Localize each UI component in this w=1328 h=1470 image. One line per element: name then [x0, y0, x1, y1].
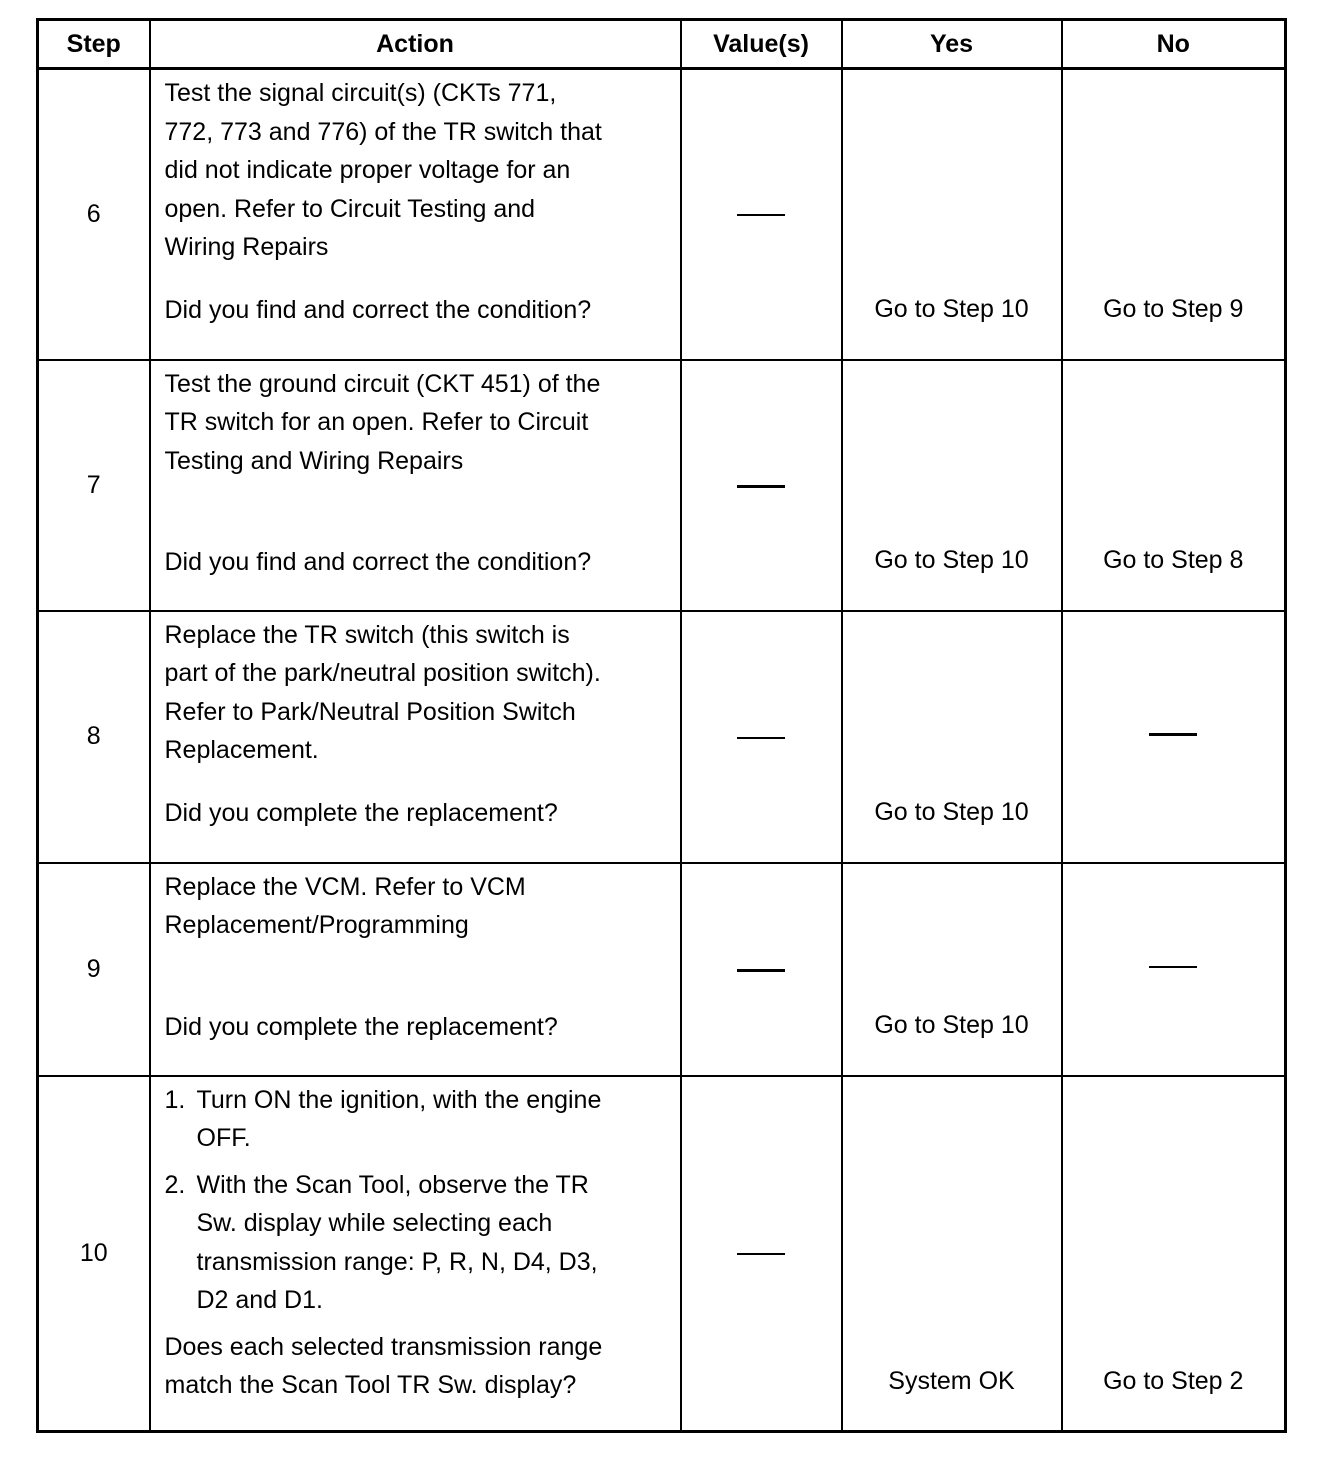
yes-cell — [842, 1076, 1062, 1432]
yes-cell — [842, 611, 1062, 863]
value-cell — [681, 611, 842, 863]
action-steps-list — [165, 1081, 672, 1320]
table-row — [38, 863, 1286, 1076]
table-row — [38, 611, 1286, 863]
yes-outcome: Go to Step 10 — [874, 546, 1029, 574]
action-line: open. Refer to Circuit Testing and — [164, 194, 536, 223]
action-question: Did you complete the replacement? — [164, 798, 558, 827]
value-dash — [737, 214, 785, 216]
no-cell — [1062, 69, 1286, 360]
step-number: 8 — [38, 611, 150, 863]
action-line: Turn ON the ignition, with the engine — [196, 1085, 602, 1114]
header-step: Step — [38, 20, 150, 69]
step-number: 6 — [38, 69, 150, 360]
step-number: 7 — [38, 360, 150, 611]
yes-outcome: System OK — [888, 1366, 1015, 1395]
action-question: Does each selected transmission range — [164, 1332, 603, 1361]
list-item — [165, 1166, 672, 1320]
yes-cell — [842, 360, 1062, 611]
step-number: 10 — [38, 1076, 150, 1432]
value-cell — [681, 69, 842, 360]
action-question: Did you complete the replacement? — [164, 1012, 558, 1041]
table-row — [38, 1076, 1286, 1432]
action-line: OFF. — [196, 1124, 251, 1152]
header-values: Value(s) — [681, 20, 842, 69]
value-cell — [681, 1076, 842, 1432]
list-item-number: 1. — [164, 1085, 186, 1114]
no-cell — [1062, 611, 1286, 863]
value-dash — [737, 969, 785, 972]
no-cell — [1062, 863, 1286, 1076]
header-row — [38, 20, 1286, 69]
yes-outcome: Go to Step 10 — [874, 798, 1029, 826]
table-row — [38, 360, 1286, 611]
yes-outcome: Go to Step 10 — [874, 1011, 1029, 1039]
diagnostic-table — [36, 18, 1287, 1433]
no-dash — [1149, 733, 1197, 736]
action-line: part of the park/neutral position switch). — [164, 659, 601, 687]
action-line: Wiring Repairs — [164, 233, 329, 261]
no-outcome: Go to Step 2 — [1103, 1366, 1244, 1395]
action-line: With the Scan Tool, observe the TR — [196, 1170, 589, 1199]
action-cell — [150, 360, 681, 611]
yes-cell — [842, 863, 1062, 1076]
no-outcome: Go to Step 8 — [1103, 546, 1244, 574]
action-line: Replacement/Programming — [164, 911, 469, 939]
action-line: 772, 773 and 776) of the TR switch that — [164, 117, 602, 146]
value-cell — [681, 863, 842, 1076]
table-row — [38, 69, 1286, 360]
action-cell — [150, 1076, 681, 1432]
yes-outcome: Go to Step 10 — [874, 295, 1029, 323]
action-line: Refer to Park/Neutral Position Switch — [164, 697, 576, 726]
action-line: Sw. display while selecting each — [196, 1209, 553, 1237]
no-dash — [1149, 966, 1197, 968]
action-question: Did you find and correct the condition? — [164, 295, 592, 324]
no-outcome: Go to Step 9 — [1103, 295, 1244, 323]
yes-cell — [842, 69, 1062, 360]
list-item-number: 2. — [164, 1170, 186, 1199]
action-line: Test the ground circuit (CKT 451) of the — [164, 369, 601, 398]
value-dash — [737, 485, 785, 488]
no-cell — [1062, 360, 1286, 611]
no-cell — [1062, 1076, 1286, 1432]
action-line: Testing and Wiring Repairs — [164, 446, 464, 475]
action-line: TR switch for an open. Refer to Circuit — [164, 408, 589, 436]
step-number: 9 — [38, 863, 150, 1076]
action-cell — [150, 69, 681, 360]
value-cell — [681, 360, 842, 611]
header-yes: Yes — [842, 20, 1062, 69]
action-line: transmission range: P, R, N, D4, D3, — [196, 1247, 598, 1276]
value-dash — [737, 1253, 785, 1255]
header-no: No — [1062, 20, 1286, 69]
action-line: Test the signal circuit(s) (CKTs 771, — [164, 79, 557, 107]
header-action: Action — [150, 20, 681, 69]
list-item — [165, 1081, 672, 1158]
action-line: Replace the VCM. Refer to VCM — [164, 872, 526, 901]
action-line: D2 and D1. — [196, 1286, 323, 1314]
action-question: match the Scan Tool TR Sw. display? — [164, 1371, 577, 1399]
action-cell — [150, 611, 681, 863]
action-line: Replacement. — [164, 736, 319, 764]
action-line: did not indicate proper voltage for an — [164, 156, 571, 184]
value-dash — [737, 737, 785, 739]
action-line: Replace the TR switch (this switch is — [164, 620, 570, 649]
action-question: Did you find and correct the condition? — [164, 548, 592, 576]
action-cell — [150, 863, 681, 1076]
